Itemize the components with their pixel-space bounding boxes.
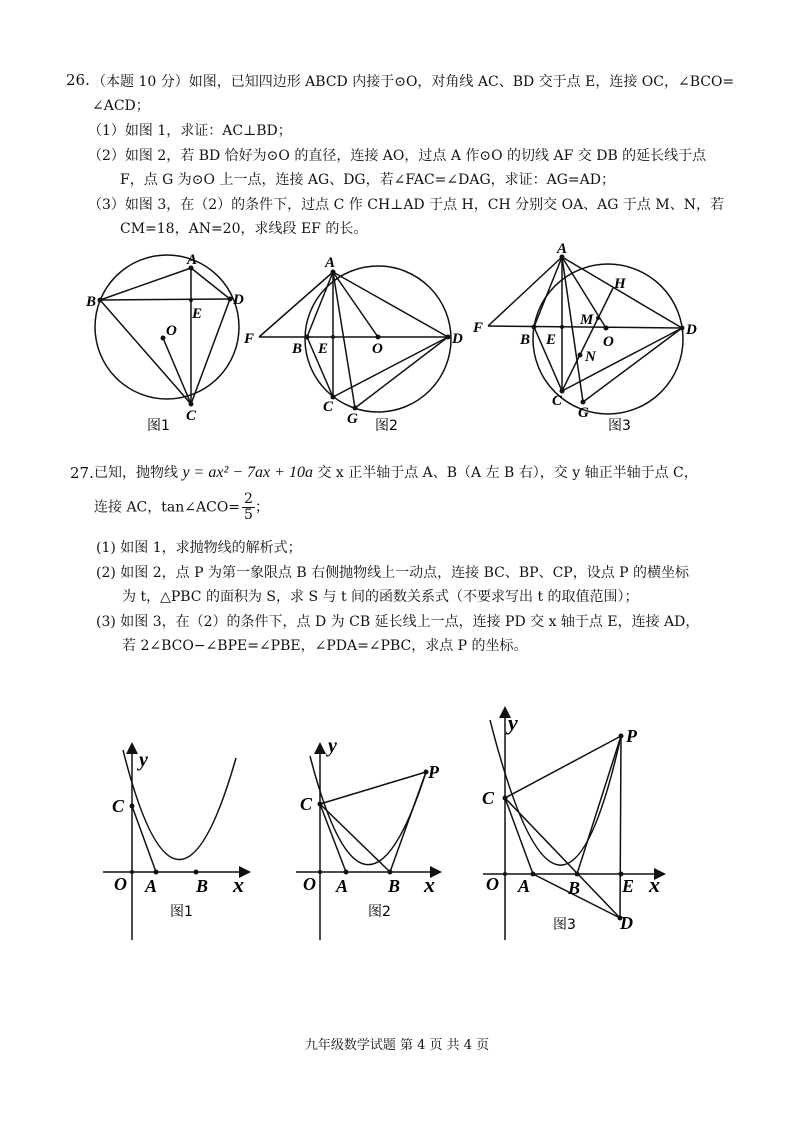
q27-intro-line1: [94, 463, 698, 483]
page-footer: 九年级数学试题 第 4 页 共 4 页: [304, 1038, 490, 1053]
q27-fig3-label-D: D: [620, 913, 633, 933]
fig3-label-N: N: [585, 349, 596, 365]
fig1-label-C: C: [186, 408, 197, 424]
fig3-label-D: D: [686, 322, 697, 338]
q27-fig2-label-O: O: [303, 874, 316, 894]
q26-part1: （1）如图 1，求证：AC⊥BD；: [88, 123, 292, 139]
q27-fig2-label-x: x: [424, 872, 435, 897]
q27-fig3-label-A: A: [518, 876, 531, 896]
fig2-label-G: G: [347, 411, 358, 427]
q26-intro-line1: （本题 10 分）如图，已知四边形 ABCD 内接于⊙O，对角线 AC、BD 交于点 E，连接 OC，∠BCO=: [92, 74, 735, 90]
fig3-label-B: B: [520, 332, 531, 348]
q27-fig1-label-C: C: [112, 796, 125, 816]
q27-frac-num: 2: [244, 491, 253, 507]
q27-number: 27.: [70, 464, 94, 482]
q27-tan-end: ；: [254, 499, 269, 516]
q27-fig3-caption: 图3: [553, 917, 576, 933]
q26-part3-line1: （3）如图 3，在（2）的条件下，过点 C 作 CH⊥AD 于点 H，CH 分别交 OA、AG 于点 M、N，若: [88, 197, 724, 213]
q27-fig2-label-B: B: [388, 876, 401, 896]
fig3-caption: 图3: [608, 418, 631, 434]
q27-intro-line2: [94, 492, 269, 523]
q27-frac-den: 5: [244, 507, 253, 523]
q26-figures: [0, 240, 794, 445]
q27-fig2-label-A: A: [336, 876, 349, 896]
q27-fig3-label-x: x: [649, 872, 660, 897]
q27-fig3-parabola: [490, 720, 621, 865]
fig1-label-B: B: [86, 294, 97, 310]
q27-part3-line1: (3) 如图 3，在（2）的条件下，点 D 为 CB 延长线上一点，连接 PD 交 x 轴于点 E，连接 AD，: [96, 614, 700, 630]
fig3-label-H: H: [614, 276, 626, 292]
fig2-label-A: A: [325, 255, 336, 271]
q27-tan-text: 连接 AC，tan∠ACO=: [94, 499, 241, 516]
q27-fraction: [242, 492, 255, 523]
fig1-label-O: O: [166, 323, 177, 339]
fig3-label-M: M: [580, 312, 594, 328]
q26-part2-line2: F，点 G 为⊙O 上一点，连接 AG、DG，若∠FAC=∠DAG，求证：AG=AD；: [120, 172, 615, 188]
fig2-label-B: B: [292, 341, 303, 357]
q26-intro-line2: ∠ACD；: [92, 98, 150, 114]
fig2-label-F: F: [244, 331, 255, 347]
fig3-label-F: F: [473, 320, 484, 336]
q27-fig1-label-O: O: [114, 874, 127, 894]
q27-fig2-label-y: y: [328, 735, 337, 757]
q27-figures: [0, 700, 794, 945]
q27-part2-line1: (2) 如图 2，点 P 为第一象限点 B 右侧抛物线上一动点，连接 BC、BP、CP，设点 P 的横坐标: [96, 565, 690, 581]
q27-intro-post: 交 x 正半轴于点 A、B（A 左 B 右），交 y 轴正半轴于点 C，: [317, 465, 698, 481]
fig3-label-C: C: [552, 393, 563, 409]
q27-fig2-caption: 图2: [368, 904, 391, 920]
q27-fig1-label-y: y: [139, 749, 148, 771]
fig2-caption: 图2: [375, 418, 398, 434]
q27-fig1-label-A: A: [145, 876, 158, 896]
q27-part1: (1) 如图 1，求抛物线的解析式；: [96, 540, 302, 556]
q27-fig3-label-B: B: [568, 878, 581, 898]
q26-part2-line1: （2）如图 2，若 BD 恰好为⊙O 的直径，连接 AO，过点 A 作⊙O 的切线 AF 交 DB 的延长线于点: [88, 148, 707, 164]
fig3-label-G: G: [578, 405, 589, 421]
fig1-caption: 图1: [147, 418, 170, 434]
q27-fig3-label-E: E: [622, 876, 635, 896]
fig3-label-O: O: [603, 334, 614, 350]
q26-number: 26.: [66, 71, 90, 89]
fig2-label-C: C: [323, 399, 334, 415]
q27-fig3-label-C: C: [482, 788, 495, 808]
q27-fig1-label-x: x: [233, 872, 244, 897]
q26-part3-line2: CM=18，AN=20，求线段 EF 的长。: [120, 221, 368, 237]
fig2-label-D: D: [452, 331, 463, 347]
fig3-label-A: A: [557, 241, 568, 257]
q27-fig1-caption: 图1: [170, 904, 193, 920]
q27-fig3-label-O: O: [486, 874, 499, 894]
fig2-label-O: O: [372, 341, 383, 357]
fig3-label-E: E: [546, 332, 557, 348]
q27-intro-pre: 已知，抛物线: [94, 465, 178, 481]
q27-fig3-label-y: y: [508, 710, 518, 735]
q27-part2-line2: 为 t，△PBC 的面积为 S，求 S 与 t 间的函数关系式（不要求写出 t 的取值范围）；: [122, 589, 639, 605]
q27-fig2-label-P: P: [428, 762, 439, 782]
q27-fig3-label-P: P: [626, 726, 637, 746]
fig1-label-E: E: [192, 306, 203, 322]
q27-part3-line2: 若 2∠BCO−∠BPE=∠PBE，∠PDA=∠PBC，求点 P 的坐标。: [122, 638, 528, 654]
q27-fig1-label-B: B: [196, 876, 209, 896]
q27-equation: y = ax² − 7ax + 10a: [182, 464, 313, 481]
fig1-label-A: A: [187, 252, 198, 268]
q27-fig2-label-C: C: [300, 794, 313, 814]
fig1-label-D: D: [233, 292, 244, 308]
fig2-label-E: E: [318, 341, 329, 357]
